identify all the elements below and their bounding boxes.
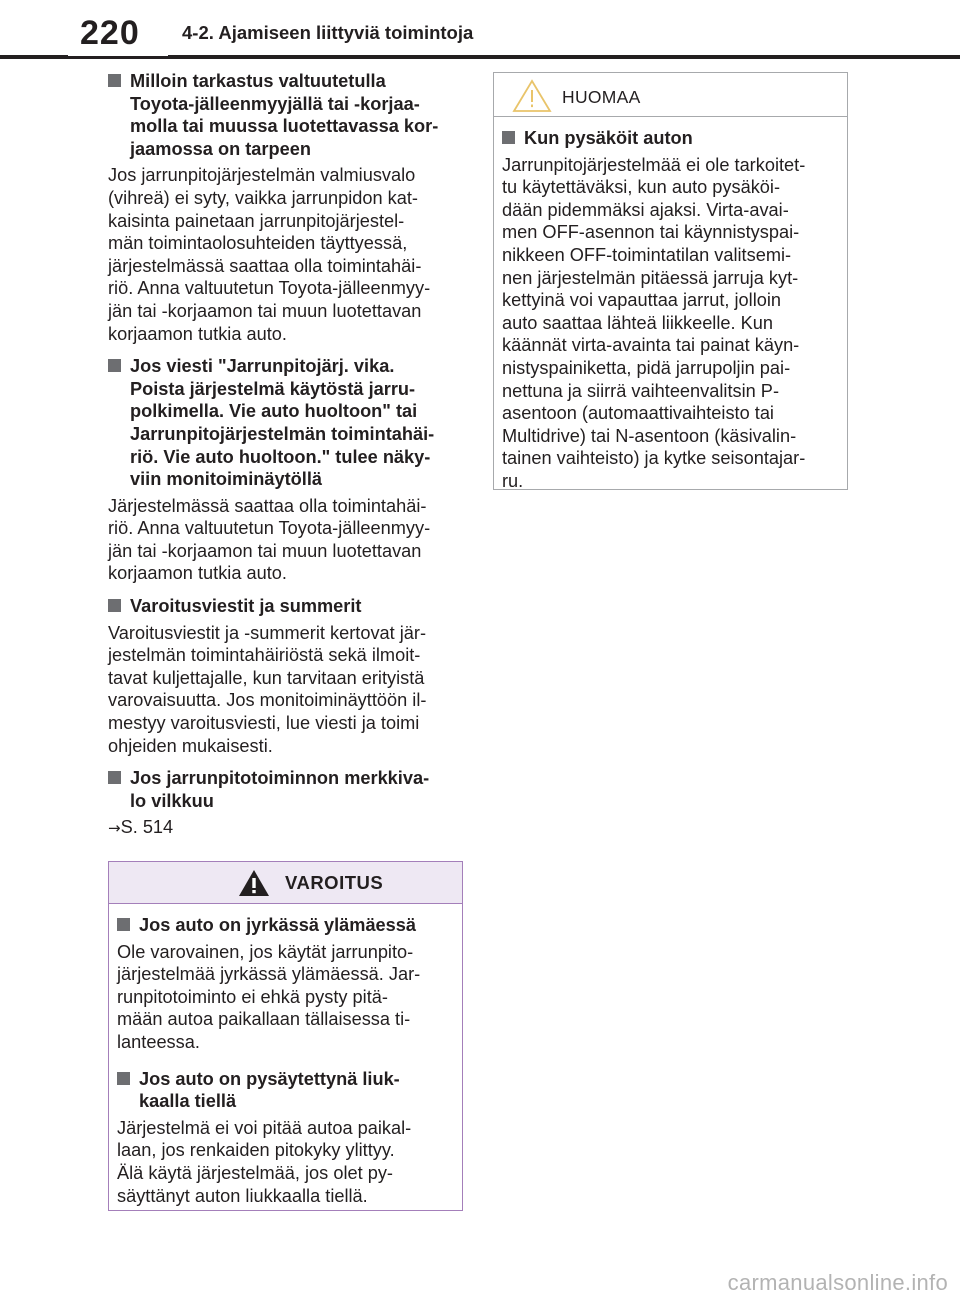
page-header [0, 0, 960, 70]
body-line: käännät virta-avainta tai painat käyn- [502, 335, 800, 356]
section-body [108, 622, 466, 758]
body-line: korjaamon tutkia auto. [108, 563, 287, 584]
body-line: riö. Anna valtuutetun Toyota-jälleenmyy- [108, 518, 431, 539]
chapter-title: 4-2. Ajamiseen liittyviä toimintoja [182, 22, 474, 43]
warning-box [108, 861, 463, 1211]
body-line: Järjestelmä ei voi pitää autoa paikal- [117, 1117, 412, 1138]
bullet-square-icon [117, 918, 130, 931]
warning-label: VAROITUS [285, 872, 384, 893]
section-body [117, 941, 456, 1054]
body-line: Järjestelmässä saattaa olla toimintahäi- [108, 495, 427, 516]
bullet-square-icon [108, 771, 121, 784]
body-line: nistyspainiketta, pidä jarrupoljin pai- [502, 357, 791, 378]
heading-line: kaalla tiellä [139, 1091, 237, 1112]
warning-header [109, 862, 462, 904]
page-reference-link[interactable] [108, 816, 466, 840]
body-line: runpitotoiminto ei ehkä pysty pitä- [117, 986, 388, 1007]
body-line: auto saattaa lähteä liikkeelle. Kun [502, 312, 773, 333]
notice-body [494, 117, 847, 513]
body-line: Varoitusviestit ja -summerit kertovat jär- [108, 622, 427, 643]
heading-line: Jos viesti "Jarrunpitojärj. vika. [130, 356, 395, 377]
left-column [108, 70, 466, 850]
section-heading [108, 355, 466, 491]
section-heading [117, 914, 456, 937]
heading-line: Poista järjestelmä käytöstä jarru- [130, 378, 416, 399]
heading-line: Jarrunpitojärjestelmän toimintahäi- [130, 423, 435, 444]
heading-line: molla tai muussa luotettavassa kor- [130, 116, 439, 137]
section-heading [108, 767, 466, 812]
body-line: Jarrunpitojärjestelmää ei ole tarkoitet- [502, 154, 806, 175]
section-body [117, 1117, 456, 1207]
body-line: riö. Anna valtuutetun Toyota-jälleenmyy- [108, 278, 431, 299]
section-body [502, 154, 841, 493]
body-line: Jos jarrunpitojärjestelmän valmiusvalo [108, 165, 416, 186]
body-line: (vihreä) ei syty, vaikka jarrunpidon kat- [108, 187, 418, 208]
bullet-square-icon [108, 359, 121, 372]
heading-line: viin monitoiminäytöllä [130, 469, 322, 490]
body-line: jän tai -korjaamon tai muun luotettavan [108, 300, 422, 321]
bullet-square-icon [108, 74, 121, 87]
watermark: carmanualsonline.info [727, 1270, 948, 1295]
body-line: järjestelmää jyrkässä ylämäessä. Jar- [117, 964, 421, 985]
body-line: ru. [502, 470, 524, 491]
body-line: lanteessa. [117, 1031, 200, 1052]
body-line: Multidrive) tai N-asentoon (käsivalin- [502, 425, 797, 446]
heading-line: Jos jarrunpitotoiminnon merkkiva- [130, 768, 430, 789]
body-line: asentoon (automaattivaihteisto tai [502, 403, 774, 424]
body-line: Ole varovainen, jos käytät jarrunpito- [117, 941, 414, 962]
body-line: nettuna ja siirrä vaihteenvalitsin P- [502, 380, 779, 401]
body-line: dään pidemmäksi ajaksi. Virta-avai- [502, 199, 789, 220]
reference-text: S. 514 [120, 817, 174, 838]
body-line: män toimintaolosuhteiden täyttyessä, [108, 233, 408, 254]
bullet-square-icon [502, 131, 515, 144]
body-line: korjaamon tutkia auto. [108, 323, 287, 344]
notice-box [493, 72, 848, 490]
arrow-right-icon: → [108, 819, 121, 838]
body-line: nen järjestelmän pitäessä jarruja kyt- [502, 267, 799, 288]
body-line: Älä käytä järjestelmää, jos olet py- [117, 1162, 393, 1183]
section-body [108, 164, 466, 345]
body-line: ohjeiden mukaisesti. [108, 735, 273, 756]
body-line: men OFF-asennon tai käynnistyspai- [502, 222, 800, 243]
notice-header [494, 73, 847, 117]
page-number: 220 [80, 14, 140, 52]
body-line: järjestelmässä saattaa olla toimintahäi- [108, 255, 422, 276]
body-line: laan, jos renkaiden pitokyky ylittyy. [117, 1140, 395, 1161]
body-line: jestelmän toimintahäiriöstä sekä ilmoit- [108, 645, 421, 666]
heading-line: Jos auto on jyrkässä ylämäessä [139, 915, 417, 935]
heading-line: Toyota-jälleenmyyjällä tai -korjaa- [130, 93, 420, 114]
heading-line: Jos auto on pysäytettynä liuk- [139, 1068, 400, 1089]
body-line: jän tai -korjaamon tai muun luotettavan [108, 540, 422, 561]
heading-line: polkimella. Vie auto huoltoon" tai [130, 401, 418, 422]
warning-triangle-icon [237, 868, 271, 898]
heading-line: Kun pysäköit auton [524, 128, 693, 148]
section-heading [108, 595, 466, 618]
body-line: nikkeen OFF-toimintatilan valitsemi- [502, 244, 792, 265]
heading-line: Varoitusviestit ja summerit [130, 596, 362, 617]
section-heading [108, 70, 466, 160]
bullet-square-icon [108, 599, 121, 612]
body-line: mään autoa paikallaan tällaisessa ti- [117, 1009, 411, 1030]
body-line: tu käytettäväksi, kun auto pysäköi- [502, 177, 781, 198]
body-line: varovaisuutta. Jos monitoiminäyttöön il- [108, 690, 427, 711]
body-line: tainen vaihteisto) ja kytke seisontajar- [502, 448, 806, 469]
body-line: kaisinta painetaan jarrunpitojärjestel- [108, 210, 405, 231]
heading-line: Milloin tarkastus valtuutetulla [130, 71, 386, 91]
body-line: tavat kuljettajalle, kun tarvitaan erityistä [108, 667, 425, 688]
heading-line: jaamossa on tarpeen [130, 138, 311, 159]
heading-line: riö. Vie auto huoltoon." tulee näky- [130, 446, 431, 467]
section-body [108, 495, 466, 585]
body-line: kettyinä voi vapauttaa jarrut, jolloin [502, 290, 782, 311]
section-heading [502, 127, 841, 150]
bullet-square-icon [117, 1072, 130, 1085]
heading-line: lo vilkkuu [130, 790, 214, 811]
warning-body [109, 904, 462, 1227]
notice-label: HUOMAA [562, 87, 641, 107]
section-heading [117, 1068, 456, 1113]
body-line: säyttänyt auton liukkaalla tiellä. [117, 1185, 368, 1206]
body-line: mestyy varoitusviesti, lue viesti ja toimi [108, 713, 420, 734]
caution-triangle-icon [512, 79, 552, 113]
